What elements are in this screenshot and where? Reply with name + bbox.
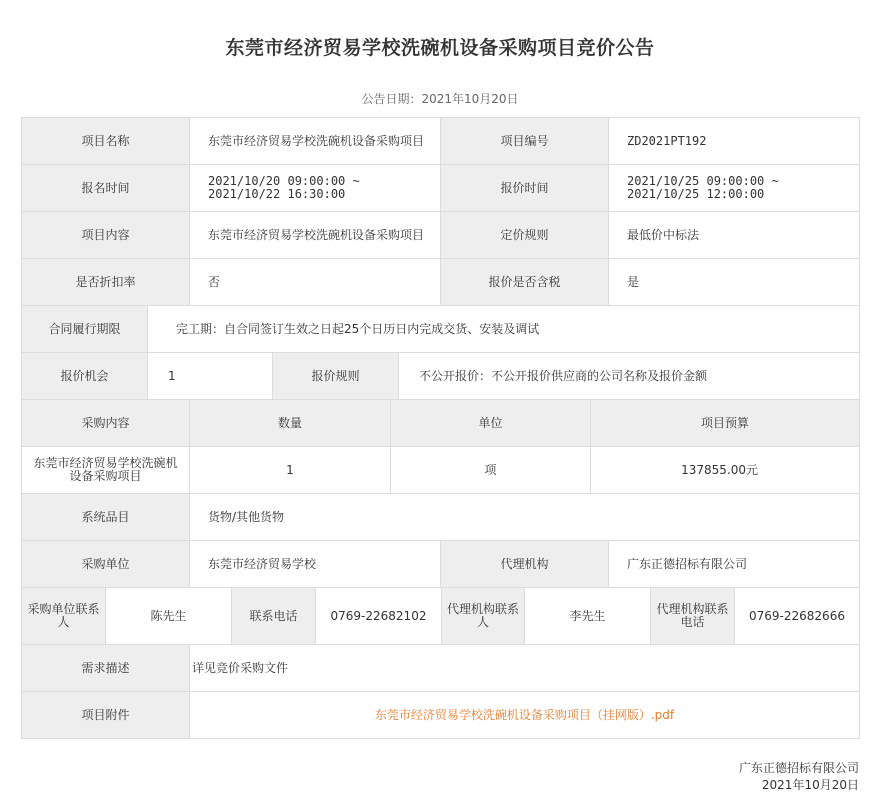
requirement-label: 需求描述 — [22, 645, 190, 691]
signup-start: 2021/10/20 09:00:00 ~ — [208, 174, 360, 188]
requirement-value: 详见竞价采购文件 — [190, 645, 859, 691]
quote-rule-value: 不公开报价：不公开报价供应商的公司名称及报价金额 — [399, 353, 859, 399]
attachment-label: 项目附件 — [22, 692, 190, 738]
agency-value: 广东正德招标有限公司 — [609, 541, 859, 587]
contract-period-value: 完工期：自合同签订生效之日起25个日历日内完成交货、安装及调试 — [148, 306, 859, 352]
footer-date: 2021年10月20日 — [761, 778, 859, 792]
table-row — [22, 212, 859, 259]
agency-phone-value: 0769-22682666 — [749, 608, 845, 623]
tax-label: 报价是否含税 — [441, 259, 609, 305]
buyer-label: 采购单位 — [22, 541, 190, 587]
pricing-rule-value: 最低价中标法 — [609, 212, 859, 258]
discount-value: 否 — [190, 259, 441, 305]
announce-date: 公告日期：2021年10月20日 — [361, 92, 519, 106]
agency-phone-label: 代理机构联系电话 — [651, 588, 735, 644]
items-header-content: 采购内容 — [22, 400, 190, 446]
quote-end: 2021/10/25 12:00:00 — [627, 187, 765, 201]
agency-contact-label: 代理机构联系人 — [442, 588, 525, 644]
table-row — [22, 494, 859, 541]
quote-rule-label: 报价规则 — [273, 353, 399, 399]
project-content-value: 东莞市经济贸易学校洗碗机设备采购项目 — [190, 212, 441, 258]
tax-value: 是 — [609, 259, 859, 305]
phone-label: 联系电话 — [232, 588, 316, 644]
table-row — [22, 645, 859, 692]
table-row — [22, 588, 859, 645]
project-no-label: 项目编号 — [441, 118, 609, 164]
item-budget: 137855.00元 — [681, 462, 758, 477]
agency-contact-value: 李先生 — [525, 588, 651, 644]
buyer-value: 东莞市经济贸易学校 — [190, 541, 441, 587]
quote-time-label: 报价时间 — [441, 165, 609, 211]
attachment-link[interactable]: 东莞市经济贸易学校洗碗机设备采购项目（挂网版）.pdf — [374, 707, 675, 722]
category-value: 货物/其他货物 — [190, 494, 859, 540]
items-header-qty: 数量 — [190, 400, 391, 446]
table-row — [22, 259, 859, 306]
quote-time-value — [609, 165, 859, 211]
quote-chances-value: 1 — [148, 353, 273, 399]
contract-period-label: 合同履行期限 — [22, 306, 148, 352]
table-row — [22, 447, 859, 494]
table-row — [22, 353, 859, 400]
phone-value: 0769-22682102 — [316, 588, 442, 644]
items-header-unit: 单位 — [391, 400, 591, 446]
items-header-row — [22, 400, 859, 447]
category-label: 系统品目 — [22, 494, 190, 540]
item-qty: 1 — [190, 447, 391, 493]
quote-chances-label: 报价机会 — [22, 353, 148, 399]
signup-time-value — [190, 165, 441, 211]
project-content-label: 项目内容 — [22, 212, 190, 258]
table-row — [22, 541, 859, 588]
signup-end: 2021/10/22 16:30:00 — [208, 187, 346, 201]
page-title: 东莞市经济贸易学校洗碗机设备采购项目竞价公告 — [225, 37, 655, 59]
project-no-value: ZD2021PT192 — [609, 118, 859, 164]
quote-start: 2021/10/25 09:00:00 ~ — [627, 174, 779, 188]
table-row — [22, 692, 859, 738]
project-name-label: 项目名称 — [22, 118, 190, 164]
item-unit: 项 — [391, 447, 591, 493]
table-row — [22, 306, 859, 353]
table-row — [22, 165, 859, 212]
announcement-table — [21, 117, 860, 739]
table-row — [22, 118, 859, 165]
item-content: 东莞市经济贸易学校洗碗机设备采购项目 — [22, 447, 190, 493]
items-header-budget: 项目预算 — [591, 400, 859, 446]
buyer-contact-value: 陈先生 — [106, 588, 232, 644]
footer-company: 广东正德招标有限公司 — [738, 761, 859, 775]
pricing-rule-label: 定价规则 — [441, 212, 609, 258]
signup-time-label: 报名时间 — [22, 165, 190, 211]
project-name-value: 东莞市经济贸易学校洗碗机设备采购项目 — [190, 118, 441, 164]
agency-label: 代理机构 — [441, 541, 609, 587]
buyer-contact-label: 采购单位联系人 — [22, 588, 106, 644]
discount-label: 是否折扣率 — [22, 259, 190, 305]
